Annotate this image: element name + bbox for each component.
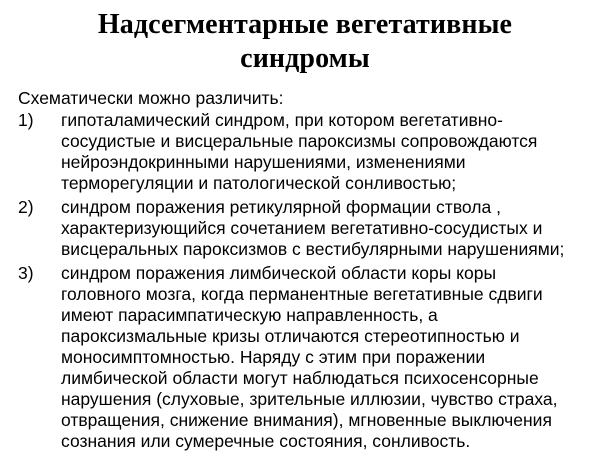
item-line: терморегуляции и патологической сонливостью; xyxy=(61,173,457,193)
item-line: гипоталамический синдром, при котором вегетативно- xyxy=(61,110,503,130)
list-item xyxy=(18,110,592,194)
item-line: синдром поражения ретикулярной формации ствола , xyxy=(61,197,501,217)
item-line: нейроэндокринными нарушениями, изменениями xyxy=(61,152,466,172)
item-line: отвращения, снижение внимания), мгновенные выключения xyxy=(61,410,552,430)
list-item xyxy=(18,263,592,452)
slide-title xyxy=(18,8,592,76)
item-line: имеют парасимпатическую направленность, а xyxy=(61,305,438,325)
syndrome-list xyxy=(18,110,592,452)
item-line: характеризующийся сочетанием вегетативно-сосудистых и xyxy=(61,218,543,238)
item-line: висцеральных пароксизмов с вестибулярными нарушениями; xyxy=(61,239,565,259)
item-line: сосудистые и висцеральные пароксизмы сопровождаются xyxy=(61,131,538,151)
item-line: сознания или сумеречные состояния, сонливость. xyxy=(61,431,471,451)
item-line: нарушения (слуховые, зрительные иллюзии, чувство страха, xyxy=(61,389,558,409)
item-line: синдром поражения лимбической области коры коры xyxy=(61,263,497,283)
item-line: головного мозга, когда перманентные вегетативные сдвиги xyxy=(61,284,543,304)
item-line: пароксизмальные кризы отличаются стереотипностью и xyxy=(61,326,520,346)
intro-text: Схематически можно различить: xyxy=(18,88,284,108)
item-line: моносимптомностью. Наряду с этим при поражении xyxy=(61,347,486,367)
item-number: 2) xyxy=(18,197,34,217)
title-line: синдромы xyxy=(240,43,370,74)
list-item xyxy=(18,197,592,260)
item-line: лимбической области могут наблюдаться психосенсорные xyxy=(61,368,539,388)
item-number: 1) xyxy=(18,110,34,130)
title-line: Надсегментарные вегетативные xyxy=(97,9,513,40)
item-number: 3) xyxy=(18,263,34,283)
